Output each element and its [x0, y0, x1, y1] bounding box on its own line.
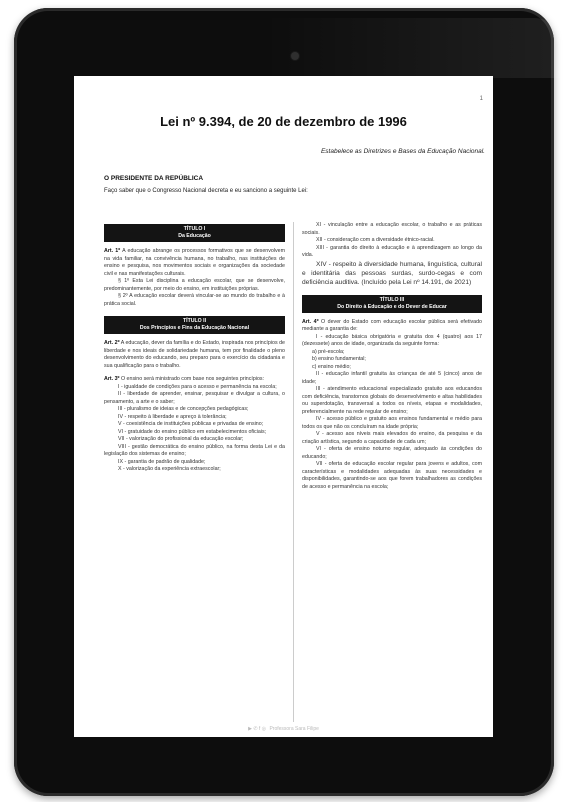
- title-bar-1: [104, 224, 285, 242]
- sub-item: b) ensino fundamental;: [312, 356, 366, 362]
- list-item: XIII - garantia do direito à educação e à aprendizagem ao longo da vida.: [302, 244, 482, 258]
- left-column: [104, 222, 285, 474]
- president-heading: O PRESIDENTE DA REPÚBLICA: [104, 175, 204, 182]
- article-text: A educação abrange os processos formativos que se desenvolvem na vida familiar, na convivência humana, no trabalho, nas instituições de ensino e pesquisa, nos movimentos sociais e organizações da sociedade civil e nas manifestações culturais.: [104, 248, 285, 277]
- sub-item: c) ensino médio;: [312, 363, 351, 370]
- list-item: V - acesso aos níveis mais elevados do ensino, da pesquisa e da criação artística, segundo a capacidade de cada um;: [302, 431, 482, 445]
- list-item: VI - gratuidade do ensino público em estabelecimentos oficiais;: [118, 428, 267, 435]
- list-item-xiv: XIV - respeito à diversidade humana, linguística, cultural e identitária das pessoas surdas, surdo-cegas e com deficiência auditiva. (Incluído pela Lei nº 14.191, de 2021): [302, 260, 482, 286]
- list-item: V - coexistência de instituições públicas e privadas de ensino;: [118, 421, 264, 427]
- article-4: [302, 319, 482, 334]
- law-title: Lei nº 9.394, de 20 de dezembro de 1996: [160, 114, 407, 129]
- right-column: [302, 222, 482, 491]
- article-3: [104, 376, 285, 384]
- page-footer: [74, 726, 493, 732]
- tablet-frame: [14, 8, 554, 796]
- article-label: Art. 4º: [302, 318, 319, 325]
- list-item: III - atendimento educacional especializado gratuito aos educandos com deficiência, transtornos globais do desenvolvimento e altas habilidades ou superdotação, transversal a todos os níveis, etapas e modalidades, preferencialmente na rede regular de ensino;: [302, 386, 482, 415]
- page-number: 1: [479, 96, 483, 102]
- article-2: [104, 340, 285, 370]
- title-name: Do Direito à Educação e do Dever de Educar: [337, 303, 447, 310]
- title-number: TÍTULO II: [182, 318, 207, 324]
- list-item: IV - respeito à liberdade e apreço à tolerância;: [118, 413, 227, 420]
- sub-item: a) pré-escola;: [312, 348, 345, 355]
- list-item: XI - vinculação entre a educação escolar, o trabalho e as práticas sociais.: [302, 222, 482, 236]
- column-divider: [293, 222, 294, 722]
- list-item: VIII - gestão democrática do ensino público, na forma desta Lei e da legislação dos sistemas de ensino;: [104, 443, 285, 457]
- list-item: VI - oferta de ensino noturno regular, adequado às condições do educando;: [302, 446, 482, 460]
- list-item: I - igualdade de condições para o acesso e permanência na escola;: [118, 383, 277, 390]
- list-item: IX - garantia de padrão de qualidade;: [118, 458, 206, 465]
- article-1: [104, 248, 285, 278]
- list-item: IV - acesso público e gratuito aos ensinos fundamental e médio para todos os que não os concluíram na idade própria;: [302, 416, 482, 430]
- list-item: III - pluralismo de ideias e de concepções pedagógicas;: [118, 406, 249, 412]
- list-item: II - liberdade de aprender, ensinar, pesquisar e divulgar a cultura, o pensamento, a arte e o saber;: [104, 391, 285, 405]
- social-icons: ▶ ✆ f ◎: [248, 726, 267, 732]
- camera-icon: [291, 52, 299, 60]
- list-item: II - educação infantil gratuita às crianças de até 5 (cinco) anos de idade;: [302, 371, 482, 385]
- article-text: A educação, dever da família e do Estado, inspirada nos princípios de liberdade e nos ideais de solidariedade humana, tem por finalidade o pleno desenvolvimento do educando, seu preparo para o exercício da cidadania e sua qualificação para o trabalho.: [104, 340, 285, 369]
- title-name: Da Educação: [178, 233, 211, 239]
- title-number: TÍTULO I: [183, 226, 206, 232]
- article-text: O ensino será ministrado com base nos seguintes princípios:: [119, 376, 265, 382]
- list-item: X - valorização da experiência extraescolar;: [118, 466, 221, 472]
- list-item: I - educação básica obrigatória e gratuita dos 4 (quatro) aos 17 (dezessete) anos de idade, organizada da seguinte forma:: [302, 333, 482, 347]
- list-item: VII - valorização do profissional da educação escolar;: [118, 436, 244, 442]
- document-page[interactable]: [74, 76, 493, 737]
- article-label: Art. 2º: [104, 340, 120, 346]
- article-label: Art. 1º: [104, 248, 121, 254]
- title-bar-3: [302, 295, 482, 313]
- list-item: XII - consideração com a diversidade étnico-racial.: [316, 237, 435, 243]
- paragraph-2: § 2º A educação escolar deverá vincular-se ao mundo do trabalho e à prática social.: [104, 293, 285, 307]
- article-text: O dever do Estado com educação escolar pública será efetivado mediante a garantia de:: [302, 318, 482, 332]
- paragraph-1: § 1º Esta Lei disciplina a educação escolar, que se desenvolve, predominantemente, por meio do ensino, em instituições próprias.: [104, 278, 285, 292]
- list-item: VII - oferta de educação escolar regular para jovens e adultos, com características e modalidades adequadas às suas necessidades e disponibilidades, garantindo-se aos que forem trabalhadores as condições de acesso e permanência na escola;: [302, 461, 482, 490]
- screen-glare: [264, 18, 564, 78]
- title-bar-2: [104, 316, 285, 334]
- intro-text: Faço saber que o Congresso Nacional decreta e eu sanciono a seguinte Lei:: [104, 188, 308, 194]
- title-name: Dos Princípios e Fins da Educação Nacional: [139, 325, 250, 331]
- law-subtitle: Estabelece as Diretrizes e Bases da Educação Nacional.: [320, 148, 485, 155]
- author-name: Professora Sara Filipe: [269, 726, 319, 732]
- article-label: Art. 3º: [104, 376, 120, 382]
- title-number: TÍTULO III: [379, 296, 405, 303]
